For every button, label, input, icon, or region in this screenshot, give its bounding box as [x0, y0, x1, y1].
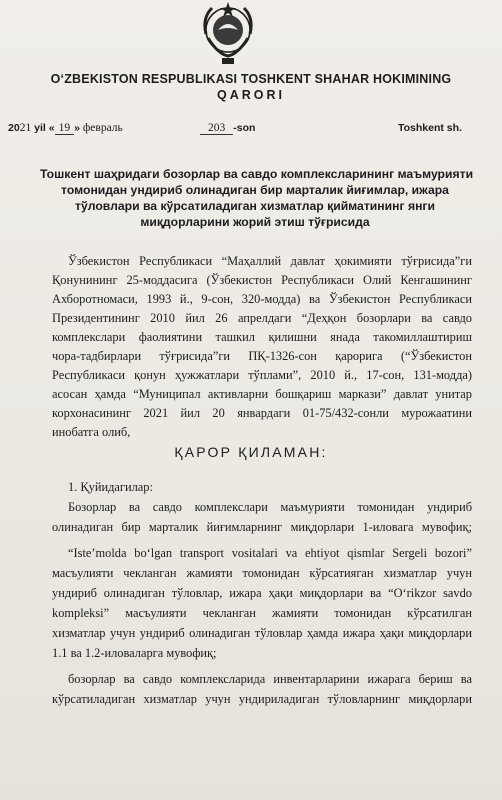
decree-date: 2021 yil « 19 » февраль [8, 122, 123, 134]
decree-number: 203 -son [200, 122, 255, 135]
month-handwritten: февраль [82, 122, 123, 134]
title-line: миқдорларини жорий этиш тўғрисида [140, 215, 370, 229]
document-title [40, 166, 474, 230]
preamble-line: Ахборотномаси, 1993 й., 9-сон, 320-модда) ва Ўзбекистон Республикаси [52, 292, 472, 306]
title-line: томонидан ундириб олинадиган бир марталик йиғимлар, ижара [61, 183, 449, 197]
year-handwritten: 21 [19, 122, 32, 134]
decree-place: Toshkent sh. [398, 122, 462, 134]
preamble-line: асосан ҳамда “Муниципал активларни бошқариш маркази” давлат унитар [52, 387, 472, 401]
document-type-title: QARORI [217, 88, 285, 102]
title-line: Тошкент шаҳридаги бозорлар ва савдо комплексларининг маъмурияти [40, 167, 474, 181]
clause-line: бозорлар ва савдо комплексларида инвентарларини ижарага бериш ва [68, 672, 472, 686]
day-handwritten: 19 [55, 122, 75, 135]
preamble-line: Республикаси қонун ҳужжатлари тўплами”, 2010 й., 17-сон, 131-модда) [52, 368, 472, 382]
clause-line: кўрсатиладиган хизматлар учун ундириладиган тўловларнинг миқдорлари [52, 692, 472, 706]
preamble-line: инобатга олиб, [52, 425, 131, 439]
clause-line: олинадиган бир марталик йиғимларнинг миқдорлари 1-иловага мувофиқ; [52, 520, 472, 534]
clause-line: хизматлар учун ундириб олинадиган тўловлар ҳамда ижара ҳақи миқдорлари [52, 626, 472, 640]
decision-heading: ҚАРОР ҚИЛАМАН: [174, 444, 328, 460]
preamble-line: комплекслари фаолиятини ташкил қилишни янада такомиллаштириш [52, 330, 472, 344]
clause-line: 1.1 ва 1.2-иловаларга мувофиқ; [52, 646, 217, 660]
preamble-line: Ўзбекистон Республикаси “Маҳаллий давлат ҳокимияти тўғрисида”ги [68, 254, 472, 268]
title-line: тўловлари ва кўрсатиладиган хизматлар қийматининг янги [75, 199, 435, 213]
clause-line: масъулияти чекланган жамияти томонидан кўрсатияган хизматлар учун [52, 566, 472, 580]
preamble-line: корхонасининг 2021 йил 20 январдаги 01-75/432-сонли мурожаатини [52, 406, 472, 420]
clause-line: ундириб олинадиган тўловлар, ижара ҳақи миқдорлари ва “O‘rikzor savdo [52, 586, 472, 600]
preamble-line: Президентининг 2010 йил 26 апрелдаги “Деҳқон бозорлари ва савдо [52, 311, 472, 325]
clause-line: Бозорлар ва савдо комплекслари маъмурияти томонидан ундириб [68, 500, 472, 514]
clause-line: “Iste’molda bo‘lgan transport vositalari va ehtiyot qismlar Sergeli bozori” [68, 546, 472, 560]
issuer-title: O‘ZBEKISTON RESPUBLIKASI TOSHKENT SHAHAR HOKIMINING [50, 72, 452, 86]
clause-line: kompleksi” масъулияти чекланган жамияти томонидан кўрсатилган [52, 606, 472, 620]
state-emblem-icon [196, 0, 260, 66]
preamble-line: чора-тадбирлари тўғрисида”ги ПҚ-1326-сон қарорига (“Ўзбекистон [52, 349, 472, 363]
preamble-line: Қонунининг 25-моддасига (Ўзбекистон Республикаси Олий Кенгашининг [52, 273, 472, 287]
clause-number: 1. Қуйидагилар: [68, 480, 153, 494]
